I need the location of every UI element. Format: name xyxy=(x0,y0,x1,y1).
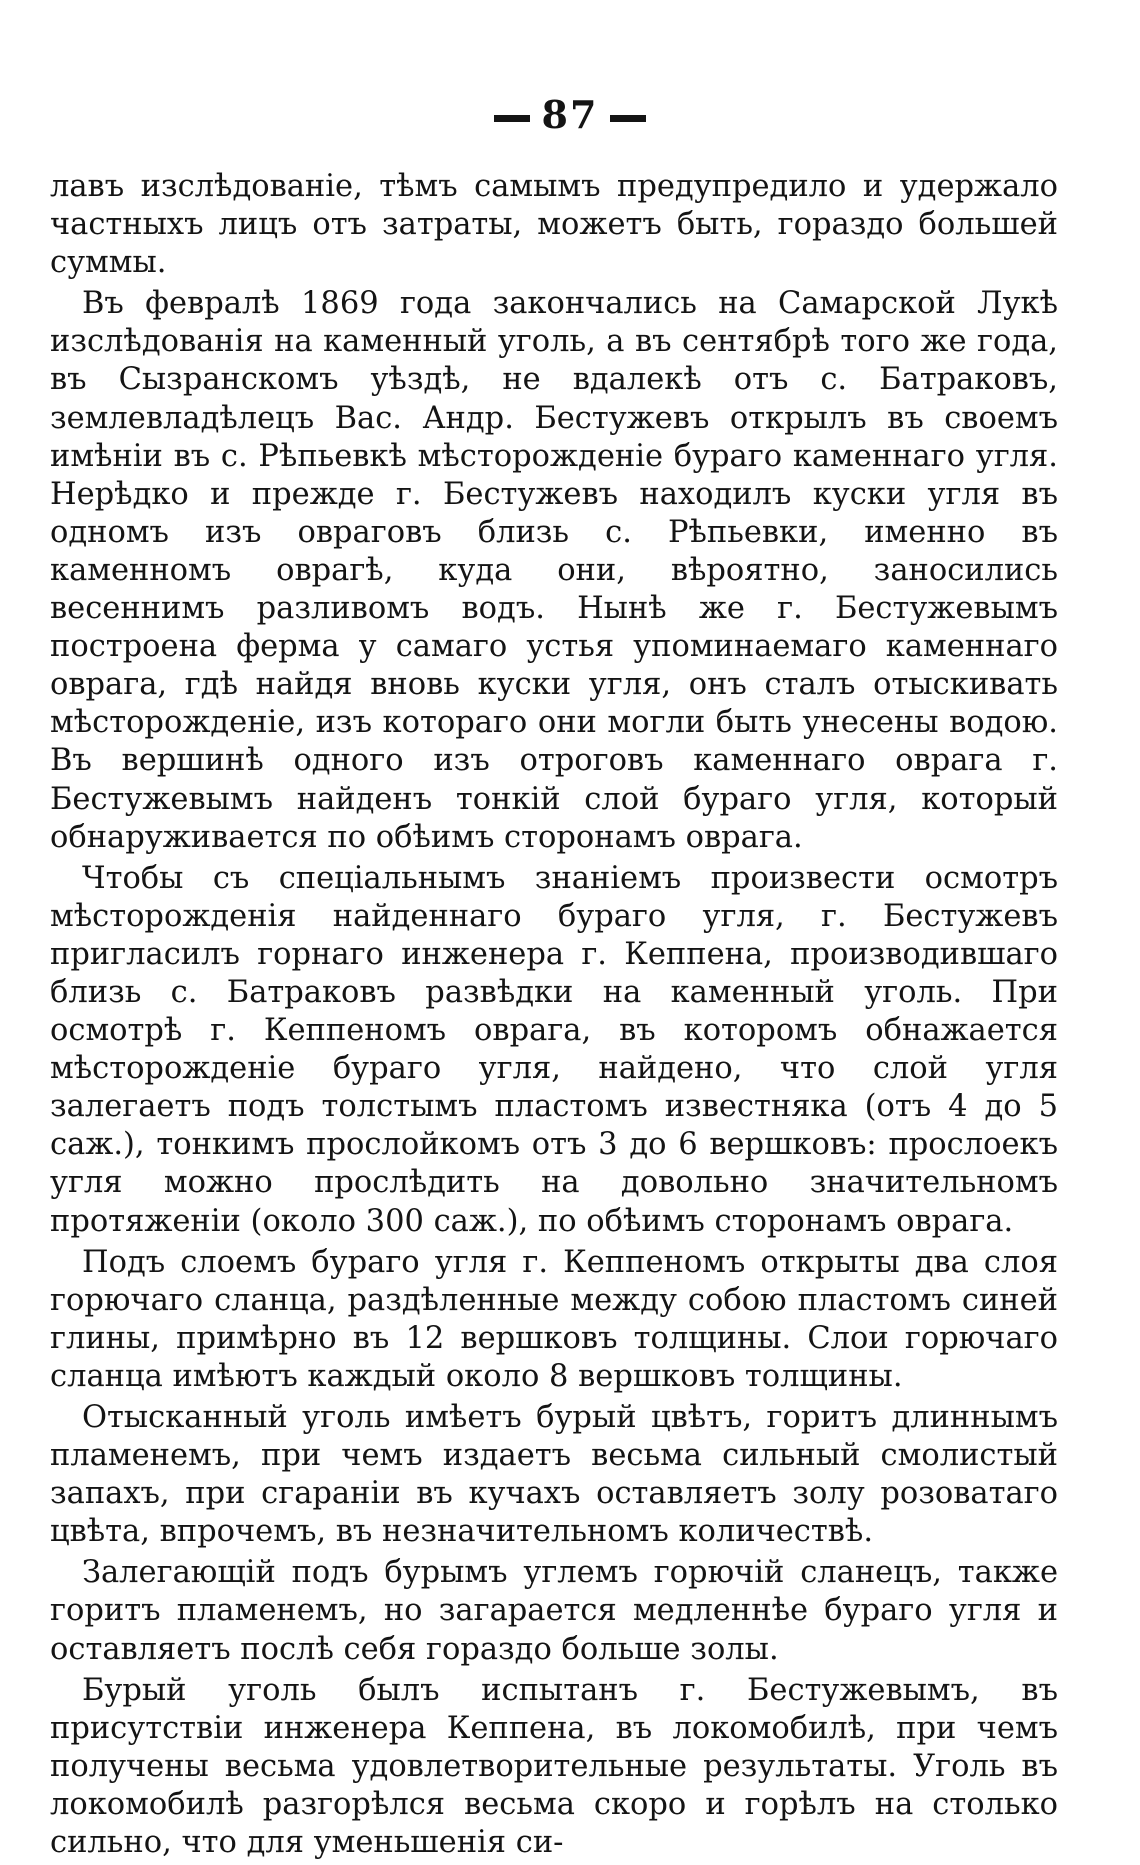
paragraph-1: лавъ изслѣдованіе, тѣмъ самымъ предупредило и удержало частныхъ лицъ отъ затраты, можетъ быть, гораздо большей суммы. xyxy=(50,169,1058,281)
page-header xyxy=(0,92,1140,137)
page-number: 87 xyxy=(541,92,599,137)
paragraph-5: Отысканный уголь имѣетъ бурый цвѣтъ, горитъ длиннымъ пламенемъ, при чемъ издаетъ весьма сильный смолистый запахъ, при сгараніи въ кучахъ оставляетъ золу розоватаго цвѣта, впрочемъ, въ незначительномъ количествѣ. xyxy=(50,1400,1058,1550)
paragraph-6: Залегающій подъ бурымъ углемъ горючій сланецъ, также горитъ пламенемъ, но загарается медленнѣе бураго угля и оставляетъ послѣ себя гораздо больше золы. xyxy=(50,1555,1058,1667)
paragraph-4: Подъ слоемъ бураго угля г. Кеппеномъ открыты два слоя горючаго сланца, раздѣленные между собою пластомъ синей глины, примѣрно въ 12 вершковъ толщины. Слои горючаго сланца имѣютъ каждый около 8 вершковъ толщины. xyxy=(50,1244,1058,1394)
paragraph-7: Бурый уголь былъ испытанъ г. Бестужевымъ, въ присутствіи инженера Кеппена, въ локомобилѣ, при чемъ получены весьма удовлетворительные результаты. Уголь въ локомобилѣ разгорѣлся весьма скоро и горѣлъ на столько сильно, что для уменьшенія си- xyxy=(50,1672,1058,1861)
header-dash-left xyxy=(494,115,530,122)
header-dash-right xyxy=(610,115,646,122)
paragraph-2: Въ февралѣ 1869 года закончались на Самарской Лукѣ изслѣдованія на каменный уголь, а въ сентябрѣ того же года, въ Сызранскомъ уѣздѣ, не вдалекѣ отъ с. Батраковъ, землевладѣлецъ Вас. Андр. Бестужевъ открылъ въ своемъ имѣніи въ с. Рѣпьевкѣ мѣсторожденіе бураго каменнаго угля. Нерѣдко и прежде г. Бестужевъ находилъ куски угля въ одномъ изъ овраговъ близь с. Рѣпьевки, именно въ каменномъ оврагѣ, куда они, вѣроятно, заносились весеннимъ разливомъ водъ. Нынѣ же г. Бестужевымъ построена ферма у самаго устья упоминаемаго каменнаго оврага, гдѣ найдя вновь куски угля, онъ сталъ отыскивать мѣсторожденіе, изъ котораго они могли быть унесены водою. Въ вершинѣ одного изъ отроговъ каменнаго оврага г. Бестужевымъ найденъ тонкій слой бураго угля, который обнаруживается по обѣимъ сторонамъ оврага. xyxy=(50,286,1058,855)
paragraph-3: Чтобы съ спеціальнымъ знаніемъ произвести осмотръ мѣсторожденія найденнаго бураго угля, г. Бестужевъ пригласилъ горнаго инженера г. Кеппена, производившаго близь с. Батраковъ развѣдки на каменный уголь. При осмотрѣ г. Кеппеномъ оврага, въ которомъ обнажается мѣсторожденіе бураго угля, найдено, что слой угля залегаетъ подъ толстымъ пластомъ известняка (отъ 4 до 5 саж.), тонкимъ прослойкомъ отъ 3 до 6 вершковъ: прослоекъ угля можно прослѣдить на довольно значительномъ протяженіи (около 300 саж.), по обѣимъ сторонамъ оврага. xyxy=(50,860,1058,1239)
page-body xyxy=(50,168,1058,1865)
